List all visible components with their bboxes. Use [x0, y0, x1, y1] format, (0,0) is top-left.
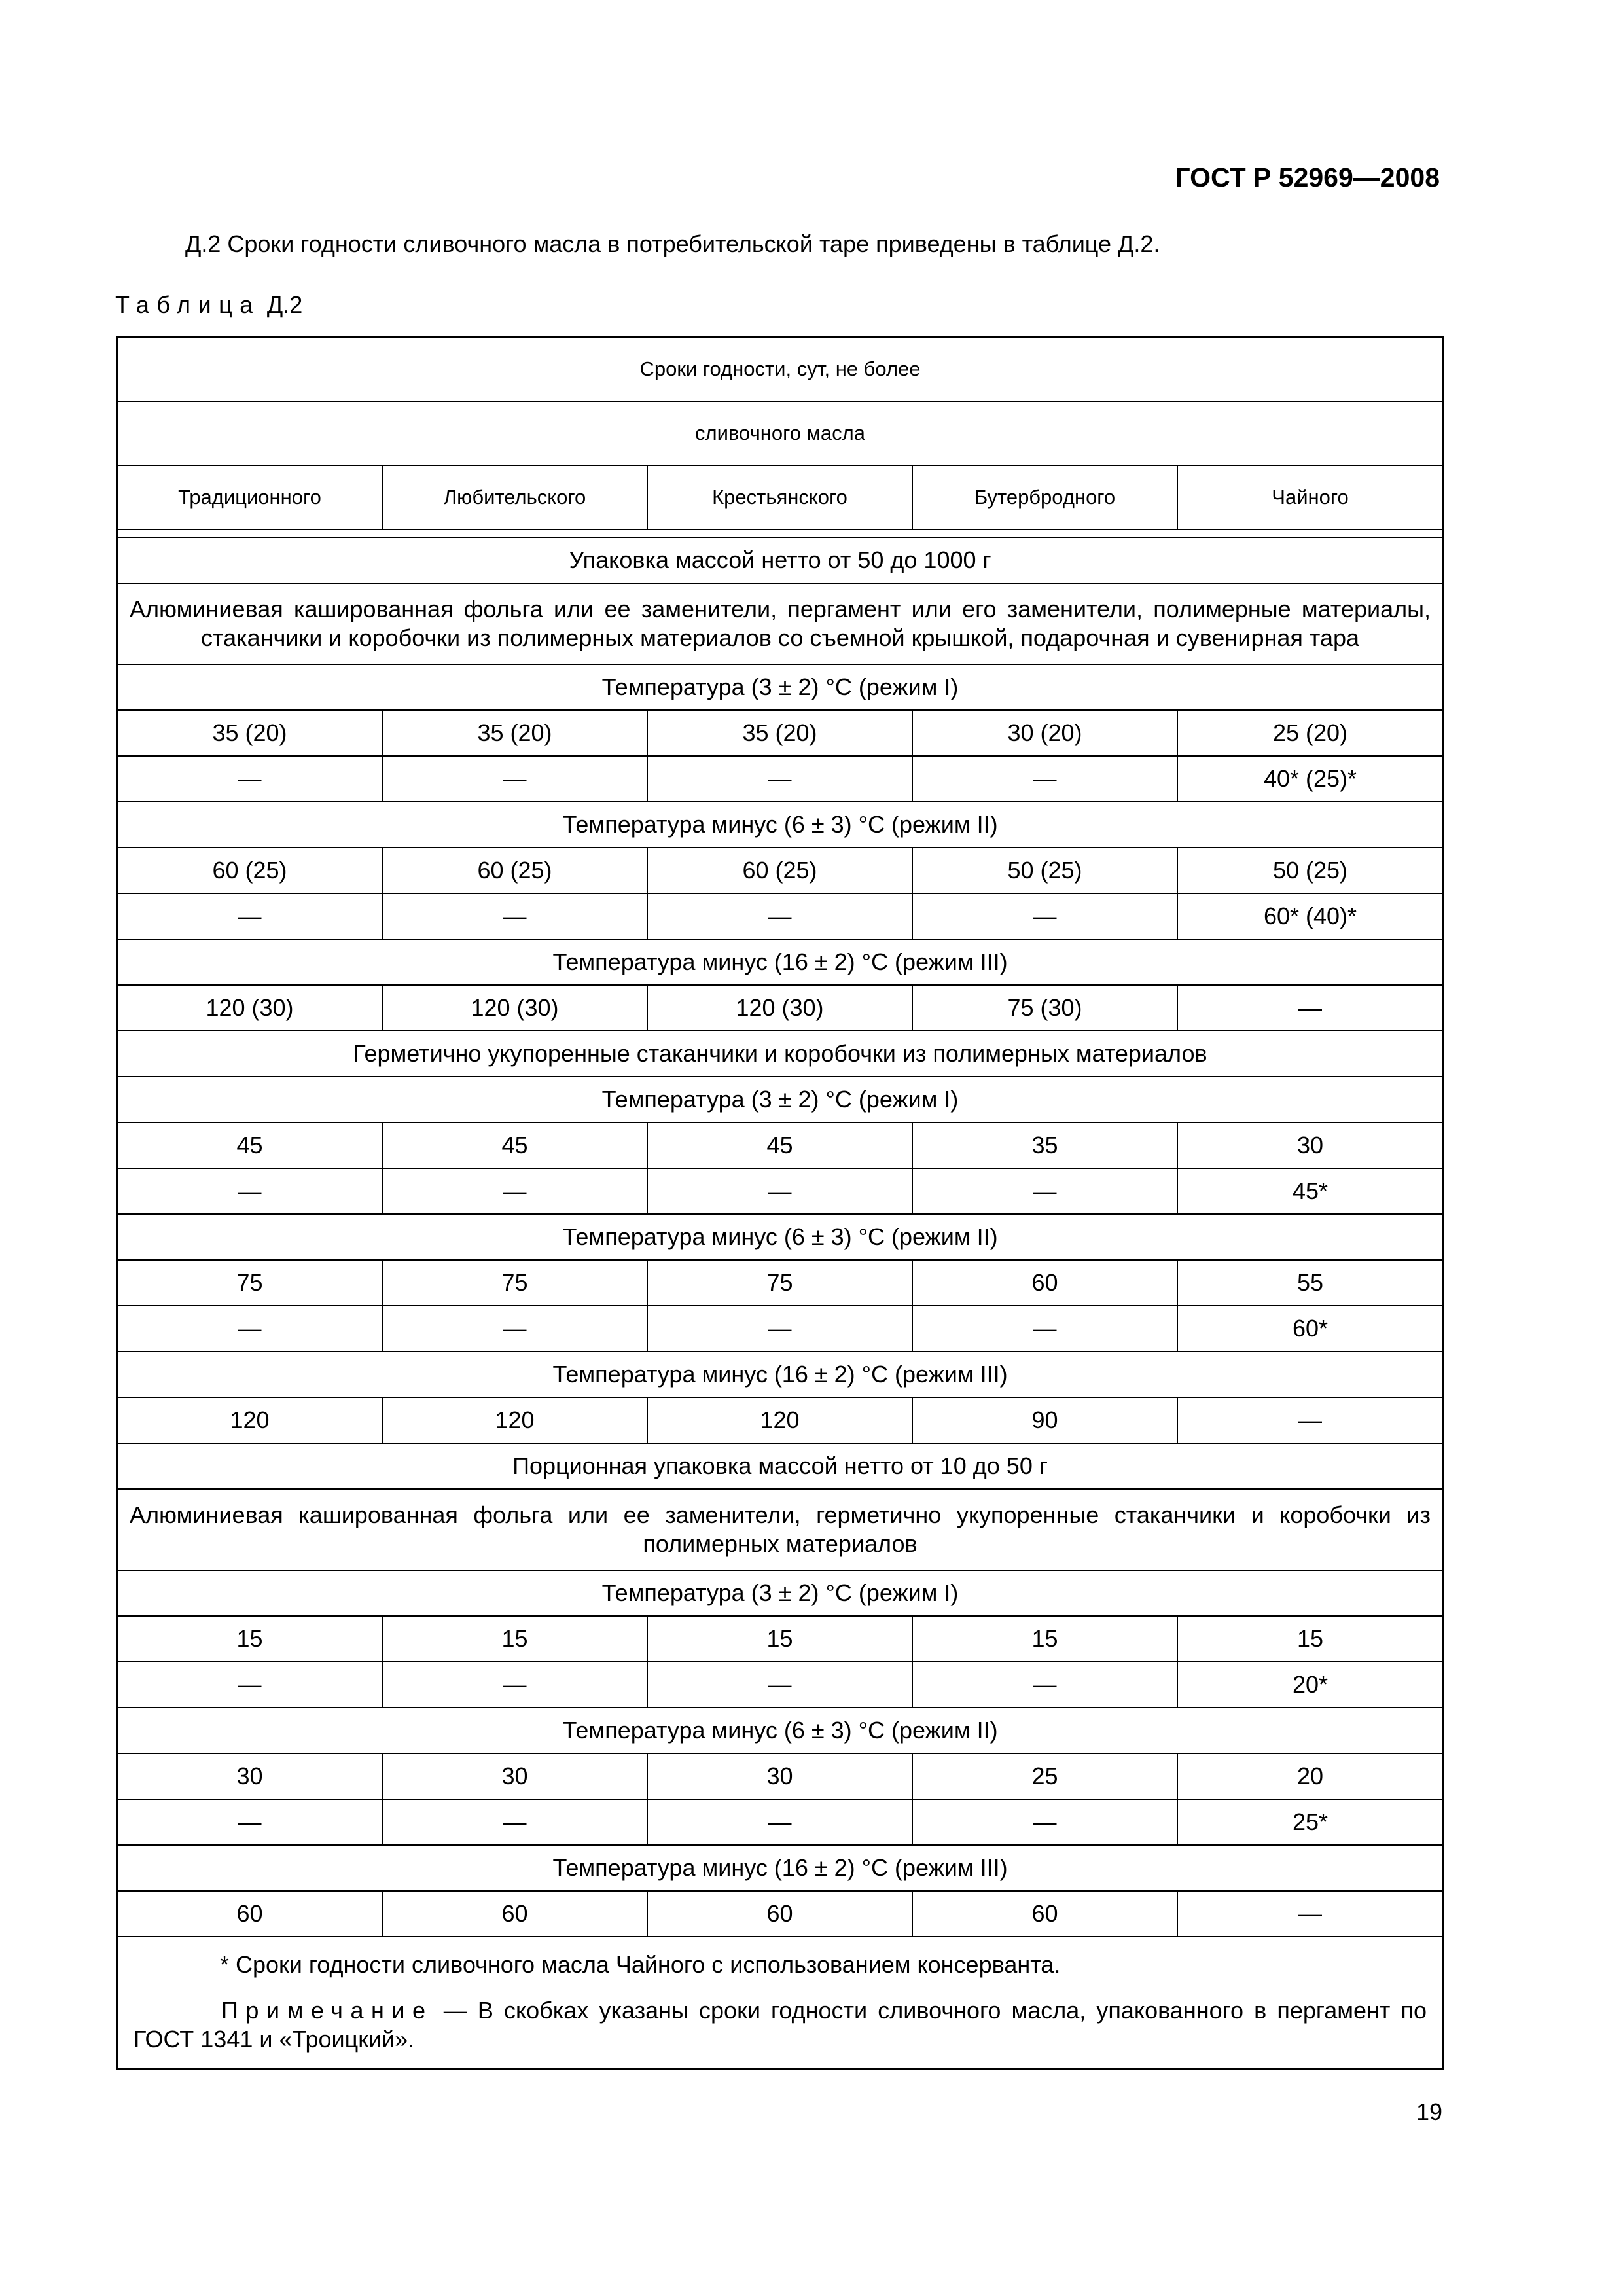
- table-row: [117, 1168, 1443, 1214]
- column-header: Чайного: [1177, 465, 1443, 529]
- table-notes: [117, 1937, 1443, 2069]
- table-cell: 25*: [1177, 1799, 1443, 1845]
- table-cell: —: [647, 893, 912, 939]
- shelf-life-table: [116, 336, 1444, 2070]
- note-text: — В скобках указаны сроки годности сливочного масла, упакованного в пергамент по ГОСТ 1341 и «Троицкий».: [134, 1997, 1427, 2053]
- table-cell: 120: [117, 1397, 382, 1443]
- table-cell: 15: [117, 1616, 382, 1662]
- table-row: [117, 1122, 1443, 1168]
- table-cell: 120 (30): [382, 985, 647, 1031]
- table-cell: —: [647, 1168, 912, 1214]
- table-cell: —: [117, 756, 382, 802]
- table-cell: —: [382, 1168, 647, 1214]
- table-cell: —: [912, 756, 1177, 802]
- column-header: Бутербродного: [912, 465, 1177, 529]
- table-cell: 30: [382, 1753, 647, 1799]
- table-cell: 15: [647, 1616, 912, 1662]
- table-cell: 75: [382, 1260, 647, 1306]
- section-title: Упаковка массой нетто от 50 до 1000 г: [117, 537, 1443, 583]
- table-cell: —: [912, 1799, 1177, 1845]
- table-row: [117, 1306, 1443, 1352]
- page-number: 19: [1416, 2098, 1442, 2125]
- table-cell: —: [912, 1168, 1177, 1214]
- column-header: Любительского: [382, 465, 647, 529]
- column-header: Традиционного: [117, 465, 382, 529]
- table-cell: —: [117, 1799, 382, 1845]
- table-cell: 50 (25): [1177, 848, 1443, 893]
- table-cell: —: [647, 1662, 912, 1708]
- table-cell: 75: [117, 1260, 382, 1306]
- table-cell: 120: [382, 1397, 647, 1443]
- table-cell: 50 (25): [912, 848, 1177, 893]
- table-row: [117, 985, 1443, 1031]
- table-row: [117, 893, 1443, 939]
- table-cell: 25: [912, 1753, 1177, 1799]
- table-row: [117, 1662, 1443, 1708]
- table-cell: 75: [647, 1260, 912, 1306]
- table-cell: —: [912, 893, 1177, 939]
- table-cell: —: [912, 1306, 1177, 1352]
- temperature-regime: Температура (3 ± 2) °С (режим I): [117, 1077, 1443, 1122]
- table-cell: —: [382, 893, 647, 939]
- table-cell: 60: [647, 1891, 912, 1937]
- table-row: [117, 1616, 1443, 1662]
- packaging-description: Алюминиевая кашированная фольга или ее заменители, пергамент или его заменители, полимерные материалы, стаканчики и коробочки из полимерных материалов со съемной крышкой, подарочная и сувенирная тара: [117, 583, 1443, 664]
- table-row: [117, 1260, 1443, 1306]
- table-cell: 60: [382, 1891, 647, 1937]
- table-cell: 40* (25)*: [1177, 756, 1443, 802]
- table-row: [117, 756, 1443, 802]
- note-label: Примечание: [221, 1997, 433, 2024]
- table-cell: —: [382, 1799, 647, 1845]
- table-cell: —: [647, 756, 912, 802]
- table-cell: —: [1177, 1397, 1443, 1443]
- table-cell: —: [117, 1168, 382, 1214]
- table-caption-word: Таблица: [115, 291, 260, 318]
- table-row: [117, 1799, 1443, 1845]
- column-header: Крестьянского: [647, 465, 912, 529]
- temperature-regime: Температура минус (16 ± 2) °С (режим III): [117, 1845, 1443, 1891]
- table-cell: 35 (20): [382, 710, 647, 756]
- table-cell: —: [382, 1306, 647, 1352]
- table-head-title: Сроки годности, сут, не более: [117, 337, 1443, 401]
- table-cell: 90: [912, 1397, 1177, 1443]
- table-cell: 55: [1177, 1260, 1443, 1306]
- header-separator: [117, 529, 1443, 537]
- table-cell: —: [647, 1306, 912, 1352]
- document-code: ГОСТ Р 52969—2008: [1175, 162, 1440, 192]
- table-cell: 60 (25): [382, 848, 647, 893]
- table-cell: —: [117, 1306, 382, 1352]
- packaging-description: Алюминиевая кашированная фольга или ее заменители, герметично укупоренные стаканчики и коробочки из полимерных материалов: [117, 1489, 1443, 1570]
- table-cell: 45: [382, 1122, 647, 1168]
- table-cell: —: [1177, 985, 1443, 1031]
- table-cell: —: [382, 756, 647, 802]
- table-head-subtitle: сливочного масла: [117, 401, 1443, 465]
- note: [134, 1996, 1427, 2054]
- table-cell: 120 (30): [647, 985, 912, 1031]
- table-cell: 20*: [1177, 1662, 1443, 1708]
- table-cell: 60 (25): [117, 848, 382, 893]
- table-cell: 35 (20): [117, 710, 382, 756]
- table-cell: 15: [1177, 1616, 1443, 1662]
- table-cell: 30 (20): [912, 710, 1177, 756]
- table-cell: 30: [117, 1753, 382, 1799]
- section-title: Порционная упаковка массой нетто от 10 до 50 г: [117, 1443, 1443, 1489]
- table-cell: 20: [1177, 1753, 1443, 1799]
- table-cell: 15: [912, 1616, 1177, 1662]
- temperature-regime: Температура минус (16 ± 2) °С (режим III): [117, 939, 1443, 985]
- table-cell: 60: [912, 1891, 1177, 1937]
- table-row: [117, 1891, 1443, 1937]
- table-cell: 35 (20): [647, 710, 912, 756]
- table-caption-number: Д.2: [266, 291, 303, 318]
- table-cell: —: [647, 1799, 912, 1845]
- table-cell: 60: [117, 1891, 382, 1937]
- table-cell: 45: [117, 1122, 382, 1168]
- temperature-regime: Температура минус (6 ± 3) °С (режим II): [117, 1214, 1443, 1260]
- table-cell: —: [1177, 1891, 1443, 1937]
- section-title: Герметично укупоренные стаканчики и коробочки из полимерных материалов: [117, 1031, 1443, 1077]
- table-cell: 60* (40)*: [1177, 893, 1443, 939]
- intro-paragraph: Д.2 Сроки годности сливочного масла в потребительской таре приведены в таблице Д.2.: [185, 230, 1160, 257]
- table-cell: 30: [647, 1753, 912, 1799]
- table-cell: 120 (30): [117, 985, 382, 1031]
- table-cell: 60 (25): [647, 848, 912, 893]
- temperature-regime: Температура минус (16 ± 2) °С (режим III): [117, 1352, 1443, 1397]
- temperature-regime: Температура (3 ± 2) °С (режим I): [117, 664, 1443, 710]
- table-row: [117, 848, 1443, 893]
- table-cell: 25 (20): [1177, 710, 1443, 756]
- table-cell: 35: [912, 1122, 1177, 1168]
- table-cell: 45*: [1177, 1168, 1443, 1214]
- table-cell: —: [117, 893, 382, 939]
- table-cell: —: [912, 1662, 1177, 1708]
- temperature-regime: Температура (3 ± 2) °С (режим I): [117, 1570, 1443, 1616]
- table-row: [117, 1397, 1443, 1443]
- table-cell: 15: [382, 1616, 647, 1662]
- table-caption: [115, 290, 302, 320]
- temperature-regime: Температура минус (6 ± 3) °С (режим II): [117, 802, 1443, 848]
- table-cell: 45: [647, 1122, 912, 1168]
- table-cell: —: [117, 1662, 382, 1708]
- table-cell: —: [382, 1662, 647, 1708]
- table-row: [117, 710, 1443, 756]
- temperature-regime: Температура минус (6 ± 3) °С (режим II): [117, 1708, 1443, 1753]
- footnote: * Сроки годности сливочного масла Чайного с использованием консерванта.: [220, 1951, 1061, 1978]
- table-cell: 120: [647, 1397, 912, 1443]
- table-row: [117, 1753, 1443, 1799]
- table-cell: 75 (30): [912, 985, 1177, 1031]
- table-cell: 30: [1177, 1122, 1443, 1168]
- table-cell: 60: [912, 1260, 1177, 1306]
- table-cell: 60*: [1177, 1306, 1443, 1352]
